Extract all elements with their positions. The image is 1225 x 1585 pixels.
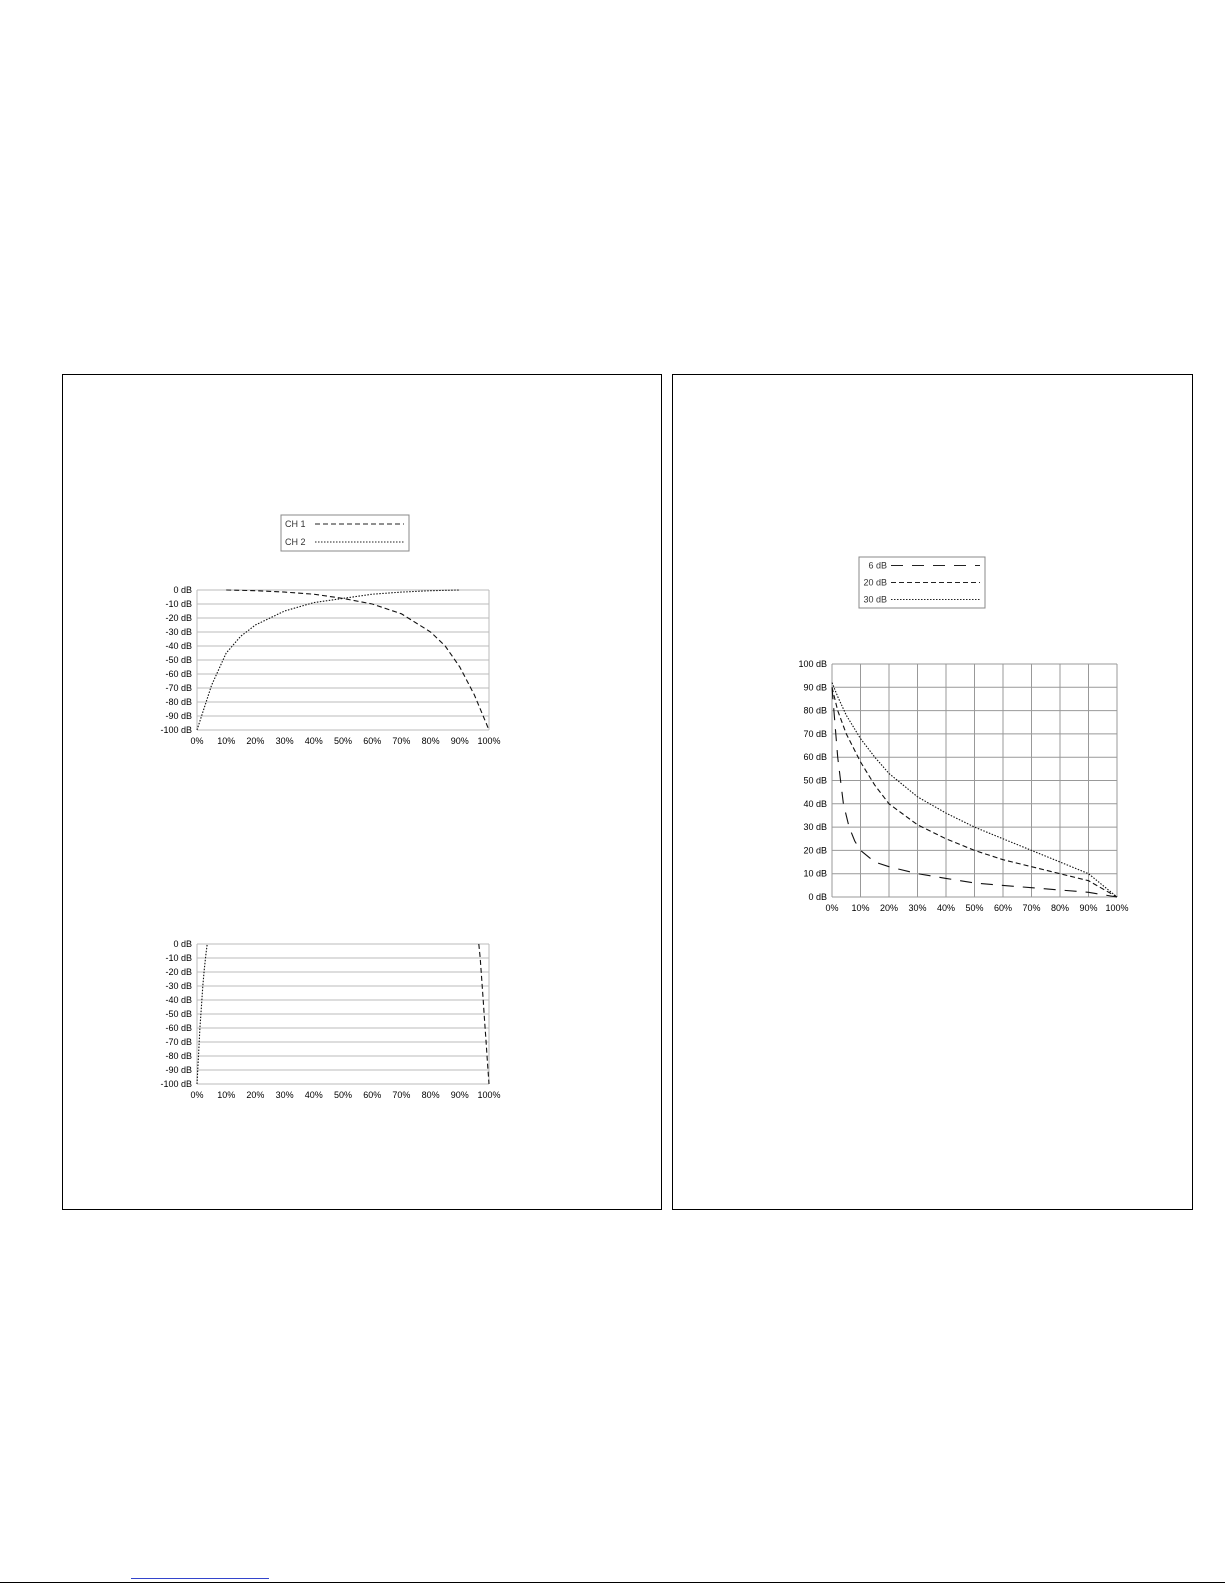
x-tick-label: 10% xyxy=(217,736,236,746)
chart-3 xyxy=(673,375,1194,1211)
x-tick-label: 100% xyxy=(477,1090,501,1100)
y-tick-label: 80 dB xyxy=(803,705,827,716)
x-tick-label: 40% xyxy=(304,1090,323,1100)
y-tick-label: -70 dB xyxy=(165,1037,192,1047)
x-tick-label: 60% xyxy=(993,903,1013,913)
x-tick-label: 20% xyxy=(246,736,265,746)
legend-label: 6 dB xyxy=(868,560,887,571)
left-panel xyxy=(62,374,662,1210)
x-tick-label: 70% xyxy=(392,1090,411,1100)
x-tick-label: 40% xyxy=(304,736,323,746)
x-tick-label: 90% xyxy=(450,1090,469,1100)
x-tick-label: 30% xyxy=(275,1090,294,1100)
x-tick-label: 0% xyxy=(190,736,204,746)
y-tick-label: -10 dB xyxy=(165,599,192,609)
x-tick-label: 10% xyxy=(217,1090,236,1100)
x-tick-label: 0% xyxy=(190,1090,204,1100)
y-tick-label: -90 dB xyxy=(165,1065,192,1075)
y-tick-label: 100 dB xyxy=(798,659,827,669)
y-tick-label: -100 dB xyxy=(160,725,192,735)
x-tick-label: 50% xyxy=(333,1090,353,1100)
footer-link-underline[interactable] xyxy=(131,1578,269,1579)
y-tick-label: 40 dB xyxy=(803,798,827,809)
y-tick-label: 0 dB xyxy=(808,892,827,902)
y-tick-label: -20 dB xyxy=(165,613,192,623)
x-tick-label: 30% xyxy=(908,903,927,913)
y-tick-label: -70 dB xyxy=(165,683,192,693)
y-tick-label: 30 dB xyxy=(803,822,827,833)
y-tick-label: -40 dB xyxy=(165,995,192,1005)
y-tick-label: 60 dB xyxy=(803,752,827,763)
x-tick-label: 90% xyxy=(1079,903,1098,913)
x-tick-label: 100% xyxy=(1105,903,1129,913)
x-tick-label: 30% xyxy=(275,736,294,746)
y-tick-label: -50 dB xyxy=(165,1009,192,1019)
footer-rule xyxy=(0,1582,1225,1583)
y-tick-label: -60 dB xyxy=(165,669,192,679)
y-tick-label: 0 dB xyxy=(173,585,192,595)
x-tick-label: 100% xyxy=(477,736,501,746)
x-tick-label: 50% xyxy=(333,736,353,746)
y-tick-label: 90 dB xyxy=(803,682,827,693)
x-tick-label: 0% xyxy=(825,903,839,913)
right-panel xyxy=(672,374,1193,1210)
x-tick-label: 80% xyxy=(1050,903,1070,913)
y-tick-label: 10 dB xyxy=(803,868,827,879)
x-tick-label: 60% xyxy=(363,736,382,746)
x-tick-label: 80% xyxy=(421,736,440,746)
legend-label: CH 2 xyxy=(285,537,306,547)
legend-label: 30 dB xyxy=(863,594,887,605)
y-tick-label: -20 dB xyxy=(165,967,192,977)
x-tick-label: 10% xyxy=(851,903,870,913)
x-tick-label: 20% xyxy=(246,1090,265,1100)
x-tick-label: 80% xyxy=(421,1090,440,1100)
y-tick-label: -50 dB xyxy=(165,655,192,665)
y-tick-label: 20 dB xyxy=(803,845,827,856)
legend-label: CH 1 xyxy=(285,519,306,529)
y-tick-label: -40 dB xyxy=(165,641,192,651)
legend-label: 20 dB xyxy=(863,577,887,588)
x-tick-label: 90% xyxy=(450,736,469,746)
x-tick-label: 70% xyxy=(392,736,411,746)
y-tick-label: 0 dB xyxy=(173,939,192,949)
y-tick-label: -90 dB xyxy=(165,711,192,721)
x-tick-label: 60% xyxy=(363,1090,382,1100)
x-tick-label: 50% xyxy=(965,903,984,913)
y-tick-label: -100 dB xyxy=(160,1079,192,1089)
y-tick-label: -30 dB xyxy=(165,981,192,991)
y-tick-label: 50 dB xyxy=(803,775,827,786)
x-tick-label: 40% xyxy=(936,903,956,913)
y-tick-label: -80 dB xyxy=(165,697,192,707)
x-tick-label: 20% xyxy=(879,903,899,913)
y-tick-label: -60 dB xyxy=(165,1023,192,1033)
y-tick-label: -10 dB xyxy=(165,953,192,963)
y-tick-label: -80 dB xyxy=(165,1051,192,1061)
y-tick-label: -30 dB xyxy=(165,627,192,637)
chart-2 xyxy=(63,375,663,1211)
y-tick-label: 70 dB xyxy=(803,728,827,739)
x-tick-label: 70% xyxy=(1022,903,1041,913)
